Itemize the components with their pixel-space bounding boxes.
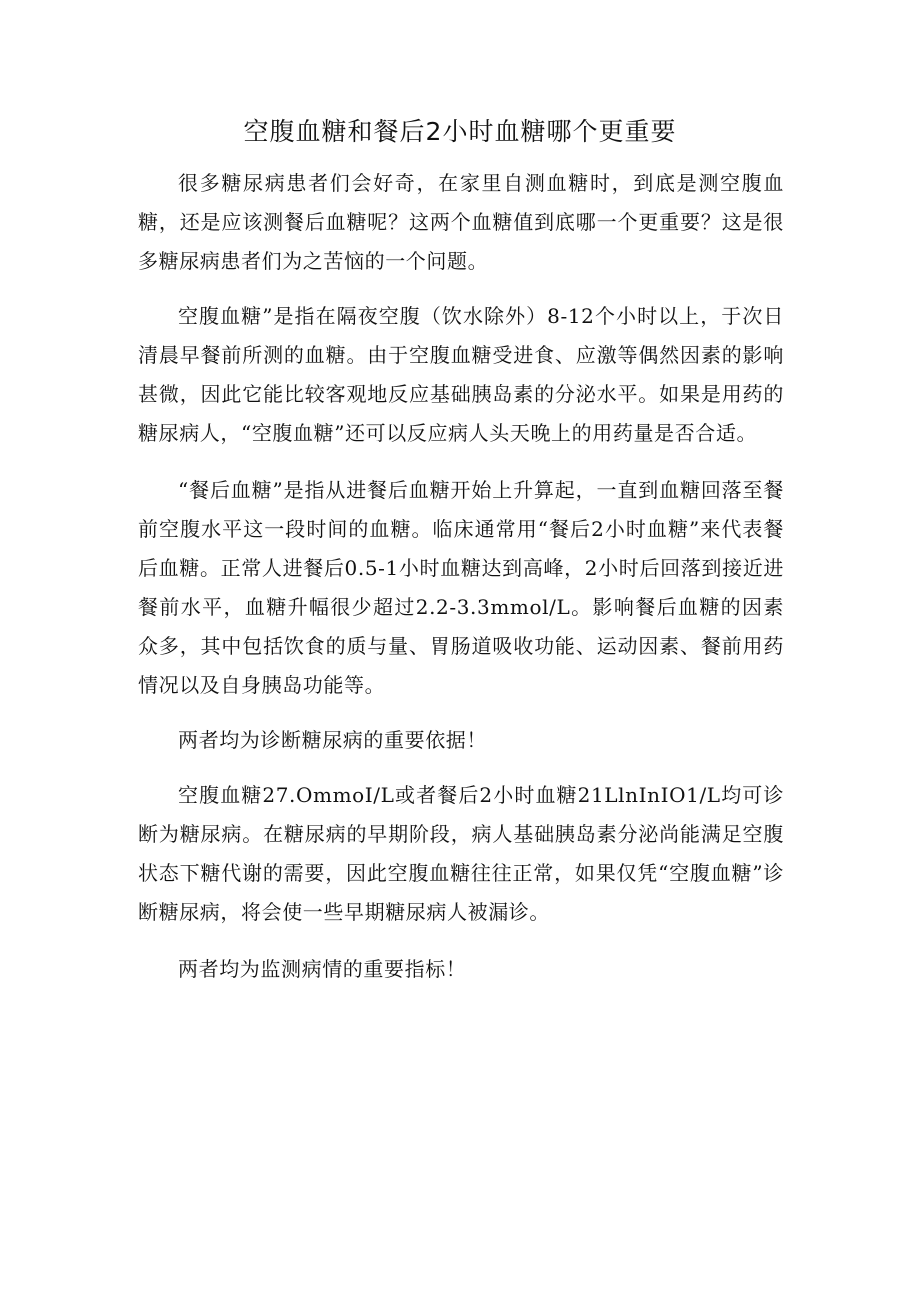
paragraph-gap — [138, 453, 784, 471]
paragraph-postprandial-glucose: “餐后血糖”是指从进餐后血糖开始上升算起，一直到血糖回落至餐前空腹水平这一段时间的血糖。临床通常用“餐后2小时血糖”来代表餐后血糖。正常人进餐后0.5-1小时血糖达到高峰，2小时后回落到接近进餐前水平，血糖升幅很少超过2.2-3.3mmol/L。影响餐后血糖的因素众多，其中包括饮食的质与量、胃肠道吸收功能、运动因素、餐前用药情况以及自身胰岛功能等。 — [138, 478, 784, 697]
paragraph-gap — [138, 932, 784, 950]
document-title: 空腹血糖和餐后2小时血糖哪个更重要 — [243, 117, 677, 146]
paragraph-gap — [138, 281, 784, 297]
paragraph-intro: 很多糖尿病患者们会好奇，在家里自测血糖时，到底是测空腹血糖，还是应该测餐后血糖呢？这两个血糖值到底哪一个更重要？这是很多糖尿病患者们为之苦恼的一个问题。 — [138, 171, 784, 273]
paragraph-gap — [138, 705, 784, 721]
paragraph-gap — [138, 760, 784, 776]
paragraph-fasting-glucose: 空腹血糖”是指在隔夜空腹（饮水除外）8-12个小时以上，于次日清晨早餐前所测的血糖。由于空腹血糖受进食、应激等偶然因素的影响甚微，因此它能比较客观地反应基础胰岛素的分泌水平。如果是用药的糖尿病人，“空腹血糖”还可以反应病人头天晚上的用药量是否合适。 — [138, 304, 784, 445]
document-body — [138, 164, 784, 989]
paragraph-diagnosis: 空腹血糖27.OmmoI/L或者餐后2小时血糖21LlnInIO1/L均可诊断为糖尿病。在糖尿病的早期阶段，病人基础胰岛素分泌尚能满足空腹状态下糖代谢的需要，因此空腹血糖往往正常，如果仅凭“空腹血糖”诊断糖尿病，将会使一些早期糖尿病人被漏诊。 — [138, 783, 784, 924]
paragraph-diagnosis-heading: 两者均为诊断糖尿病的重要依据！ — [178, 728, 487, 752]
paragraph-monitoring-heading: 两者均为监测病情的重要指标！ — [178, 957, 467, 981]
